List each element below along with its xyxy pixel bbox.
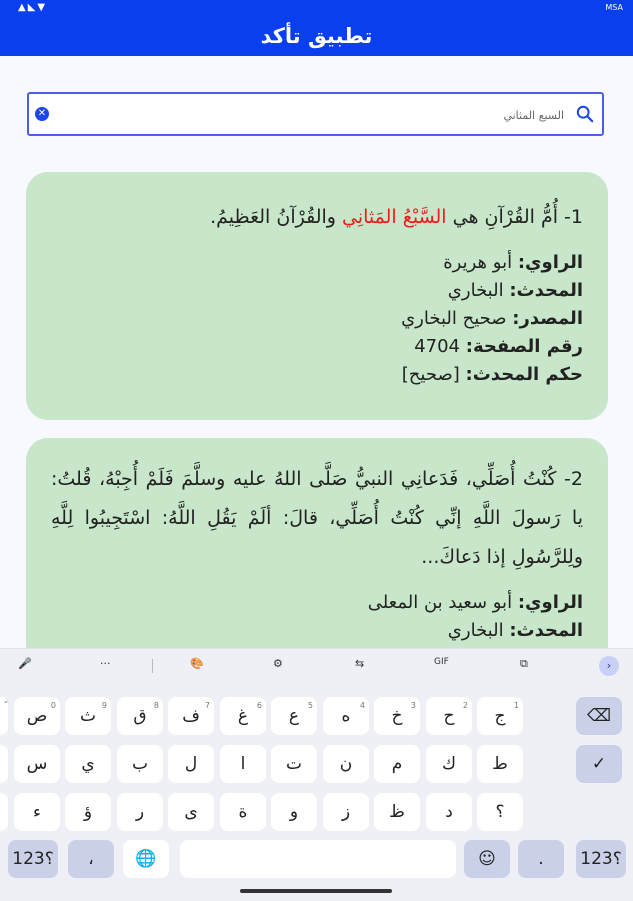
narrator-row bbox=[51, 589, 583, 617]
key[interactable]: ء bbox=[14, 793, 60, 831]
narrator-row bbox=[51, 249, 583, 277]
source-label: المصدر: bbox=[512, 308, 583, 329]
key[interactable]: ظ bbox=[374, 793, 420, 831]
source-value: صحيح البخاري bbox=[401, 308, 507, 329]
key-hint: 3 bbox=[410, 701, 416, 710]
status-bar bbox=[0, 0, 633, 16]
symbols-key[interactable]: ؟123 bbox=[576, 840, 626, 878]
period-key[interactable]: . bbox=[518, 840, 564, 878]
key[interactable]: ز bbox=[323, 793, 369, 831]
key[interactable]: ة bbox=[220, 793, 266, 831]
key[interactable]: و bbox=[271, 793, 317, 831]
search-bar[interactable] bbox=[27, 92, 604, 136]
verdict-value: [صحيح] bbox=[401, 364, 460, 385]
hadith-text-part: والقُرْآنُ العَظِيمُ. bbox=[210, 206, 342, 228]
key[interactable]: س bbox=[14, 745, 60, 783]
key[interactable] bbox=[0, 745, 8, 783]
key-hint: 0 bbox=[50, 701, 56, 710]
key[interactable]: ط bbox=[477, 745, 523, 783]
key[interactable]: ع 5 bbox=[271, 697, 317, 735]
key[interactable]: ث 9 bbox=[65, 697, 111, 735]
key-hint: 7 bbox=[204, 701, 210, 710]
muhaddith-label: المحدث: bbox=[509, 280, 583, 301]
key-hint: 6 bbox=[256, 701, 262, 710]
key[interactable]: ف 7 bbox=[168, 697, 214, 735]
key[interactable]: ح 2 bbox=[426, 697, 472, 735]
verdict-row bbox=[51, 361, 583, 389]
hadith-text-part: 1- أُمُّ القُرْآنِ هي bbox=[446, 206, 583, 228]
theme-icon[interactable]: 🎨 bbox=[190, 657, 204, 670]
page-row bbox=[51, 333, 583, 361]
clear-icon[interactable]: ✕ bbox=[35, 107, 49, 121]
key[interactable]: م bbox=[374, 745, 420, 783]
clipboard-icon[interactable]: ⧉ bbox=[520, 657, 528, 670]
narrator-value: أبو سعيد بن المعلى bbox=[367, 592, 513, 613]
hadith-meta bbox=[51, 249, 583, 389]
microphone-icon[interactable]: 🎤 bbox=[18, 657, 32, 670]
key-hint: 9 bbox=[101, 701, 107, 710]
status-right-text: MSA bbox=[605, 3, 623, 12]
emoji-key[interactable]: ☺ bbox=[464, 840, 510, 878]
translate-icon[interactable]: ⇆ bbox=[355, 657, 365, 670]
key[interactable]: ت bbox=[271, 745, 317, 783]
enter-key[interactable]: ✓ bbox=[576, 745, 622, 783]
language-key[interactable]: 🌐 bbox=[123, 840, 169, 878]
key[interactable] bbox=[0, 793, 8, 831]
key[interactable]: ص 0 bbox=[14, 697, 60, 735]
narrator-label: الراوي: bbox=[517, 592, 583, 613]
key[interactable]: ى bbox=[168, 793, 214, 831]
key[interactable]: ي bbox=[65, 745, 111, 783]
symbols-key[interactable]: ؟123 bbox=[8, 840, 58, 878]
keyboard-toolbar bbox=[0, 649, 633, 683]
hadith-meta bbox=[51, 589, 583, 645]
key[interactable]: ن bbox=[323, 745, 369, 783]
verdict-label: حكم المحدث: bbox=[465, 364, 583, 385]
key[interactable]: ه 4 bbox=[323, 697, 369, 735]
search-icon[interactable] bbox=[576, 105, 594, 123]
muhaddith-row bbox=[51, 277, 583, 305]
key[interactable]: ك bbox=[426, 745, 472, 783]
comma-key[interactable]: ، bbox=[68, 840, 114, 878]
key-hint: 5 bbox=[307, 701, 313, 710]
space-key[interactable] bbox=[180, 840, 456, 878]
source-row bbox=[51, 305, 583, 333]
key[interactable]: خ 3 bbox=[374, 697, 420, 735]
app-bar bbox=[0, 16, 633, 56]
muhaddith-label: المحدث: bbox=[509, 620, 583, 641]
search-input[interactable] bbox=[82, 102, 566, 128]
backspace-key[interactable]: ⌫ bbox=[576, 697, 622, 735]
key[interactable]: ا bbox=[220, 745, 266, 783]
status-icons: ▲◣▼ bbox=[18, 2, 48, 13]
key[interactable]: د bbox=[426, 793, 472, 831]
key[interactable]: ب bbox=[117, 745, 163, 783]
key[interactable]: ل bbox=[168, 745, 214, 783]
result-card[interactable] bbox=[26, 438, 608, 668]
key[interactable] bbox=[0, 697, 8, 735]
highlighted-match: السَّبْعُ المَثانِي bbox=[341, 206, 447, 228]
key-hint: 8 bbox=[153, 701, 159, 710]
key[interactable]: غ 6 bbox=[220, 697, 266, 735]
page-value: 4704 bbox=[414, 336, 461, 357]
more-icon[interactable]: ··· bbox=[100, 657, 111, 670]
key[interactable]: ؟ bbox=[477, 793, 523, 831]
toolbar-divider bbox=[152, 659, 153, 673]
gif-icon[interactable]: GIF bbox=[434, 657, 449, 667]
page-label: رقم الصفحة: bbox=[465, 336, 583, 357]
key[interactable]: ق 8 bbox=[117, 697, 163, 735]
key[interactable]: ؤ bbox=[65, 793, 111, 831]
key[interactable]: ج 1 bbox=[477, 697, 523, 735]
muhaddith-value: البخاري bbox=[447, 620, 504, 641]
narrator-value: أبو هريرة bbox=[443, 252, 513, 273]
hadith-text: 2- كُنْتُ أُصَلِّي، فَدَعانِي النبيُّ صَلَّى اللهُ عليه وسلَّمَ فَلَمْ أُجِبْهُ، قُلتُ: يا رَسولَ اللَّهِ إنِّي كُنْتُ أُصَلِّي، قالَ: ألَمْ يَقُلِ اللَّهُ: اسْتَجِيبُوا لِلَّهِ ولِلرَّسُولِ إذا دَعاكَ... bbox=[51, 468, 583, 568]
muhaddith-row bbox=[51, 617, 583, 645]
key-hint: 4 bbox=[359, 701, 365, 710]
app-title: تطبيق تأكد bbox=[260, 24, 373, 48]
narrator-label: الراوي: bbox=[517, 252, 583, 273]
home-indicator[interactable] bbox=[240, 889, 392, 893]
muhaddith-value: البخاري bbox=[447, 280, 504, 301]
hadith-text bbox=[51, 172, 583, 237]
on-screen-keyboard bbox=[0, 648, 633, 901]
result-card[interactable] bbox=[26, 172, 608, 420]
key-hint: 1 bbox=[513, 701, 519, 710]
key[interactable]: ر bbox=[117, 793, 163, 831]
key-hint: 2 bbox=[462, 701, 468, 710]
settings-icon[interactable]: ⚙ bbox=[273, 657, 283, 670]
expand-toolbar-icon[interactable]: › bbox=[599, 656, 619, 676]
